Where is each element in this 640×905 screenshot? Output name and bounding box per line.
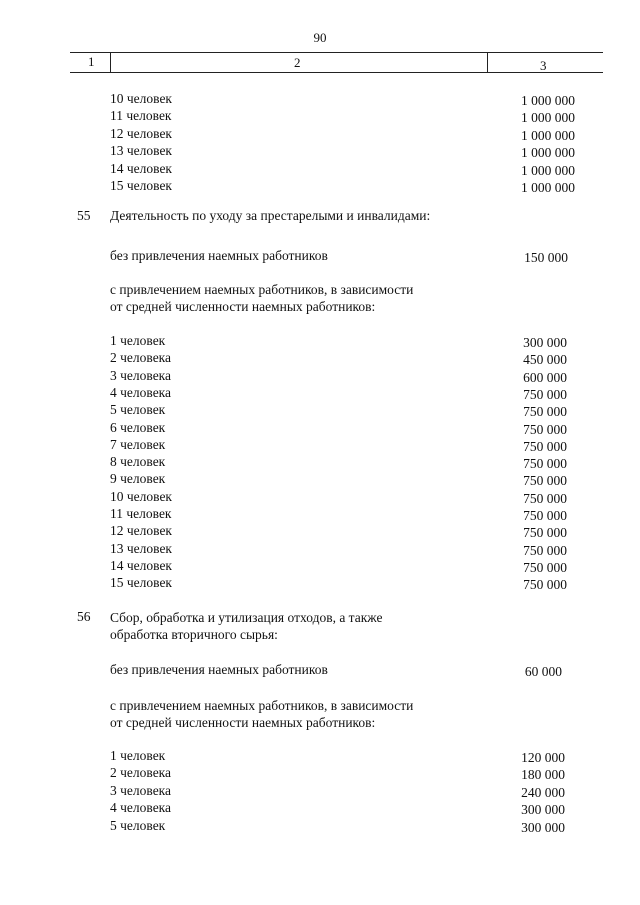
row-value: 750 000 [523,473,567,489]
row-value: 750 000 [523,404,567,420]
row-value: 750 000 [523,456,567,472]
row-value: 300 000 [523,335,567,350]
row-label: 1 человек [110,333,166,348]
row-label: 2 человека [110,350,172,366]
header-top-rule [70,52,603,53]
row-value: 1 000 000 [521,145,575,161]
row-label: 15 человек [110,575,172,591]
row-label: 1 человек [110,748,166,763]
row-value: 1 000 000 [521,93,575,108]
section-code: 56 [77,609,91,624]
row-value: 750 000 [523,438,567,454]
section-title: Деятельность по уходу за престарелыми и инвалидами: [110,208,431,223]
row-value: 180 000 [521,767,565,783]
row-value: 300 000 [521,819,565,835]
with-employees-text: с привлечением наемных работников, в зависимости от средней численности наемных работников: [110,698,414,730]
row-value: 1 000 000 [521,110,575,126]
row-value: 1 000 000 [521,180,575,195]
header-col-2: 2 [294,55,301,70]
row-label: 5 человек [110,817,166,833]
without-employees-value: 150 000 [524,250,568,265]
page-number: 90 [313,30,327,45]
section-code: 55 [77,208,91,223]
row-label: 12 человек [110,523,172,539]
row-label: 11 человек [110,506,172,521]
row-label: 3 человека [110,782,172,798]
row-value: 750 000 [523,525,567,541]
header-col-1: 1 [88,54,95,69]
row-label: 4 человека [110,384,172,400]
header-col-3: 3 [540,58,547,73]
row-label: 8 человек [110,454,166,470]
row-label: 13 человек [110,540,172,556]
row-value: 750 000 [523,490,567,506]
row-label: 10 человек [110,91,172,106]
row-label: 4 человека [110,800,172,816]
row-label: 14 человек [110,160,172,176]
row-label: 3 человека [110,367,172,383]
row-value: 750 000 [523,577,567,593]
row-label: 6 человек [110,419,166,435]
row-value: 1 000 000 [521,127,575,143]
with-employees-text: с привлечением наемных работников, в зависимости от средней численности наемных работников: [110,282,414,314]
row-label: 10 человек [110,488,172,504]
row-value: 450 000 [523,352,567,368]
row-label: 14 человек [110,557,172,573]
row-label: 13 человек [110,143,172,159]
row-label: 9 человек [110,471,166,487]
row-label: 11 человек [110,108,172,124]
row-value: 750 000 [523,559,567,575]
row-value: 120 000 [521,750,565,765]
row-label: 7 человек [110,436,166,452]
row-value: 240 000 [521,784,565,800]
row-value: 750 000 [523,542,567,558]
row-value: 750 000 [523,421,567,437]
without-employees-label: без привлечения наемных работников [110,248,328,263]
row-label: 5 человек [110,402,166,418]
header-divider-2 [487,52,488,72]
without-employees-label: без привлечения наемных работников [110,662,328,677]
without-employees-value: 60 000 [524,664,562,679]
header-bottom-rule [70,72,603,73]
header-divider-1 [110,52,111,72]
section-title: Сбор, обработка и утилизация отходов, а также обработка вторичного сырья: [110,610,383,642]
row-label: 2 человека [110,765,172,781]
row-label: 15 человек [110,178,172,193]
row-value: 750 000 [523,386,567,402]
row-label: 12 человек [110,125,172,141]
row-value: 750 000 [523,508,567,523]
row-value: 300 000 [521,802,565,818]
row-value: 1 000 000 [521,162,575,178]
row-value: 600 000 [523,369,567,385]
